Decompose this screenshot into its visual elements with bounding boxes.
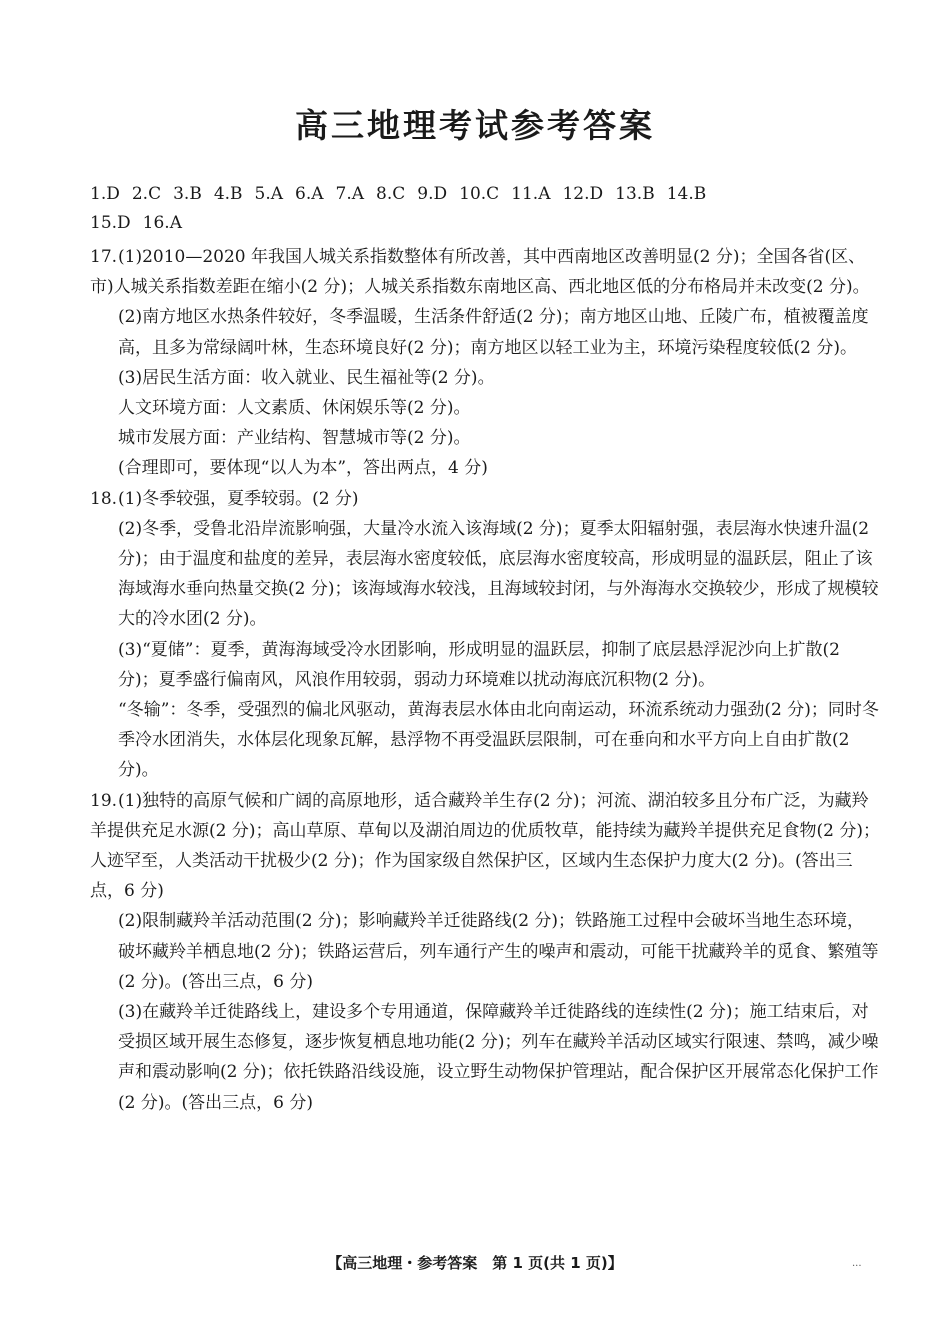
question-17-part-3: (3)居民生活方面：收入就业、民生福祉等(2 分)。	[118, 367, 495, 388]
mc-answer: 8.C	[376, 184, 406, 204]
page-footer: 【高三地理・参考答案 第 1 页(共 1 页)】	[327, 1254, 623, 1272]
mc-answer: 7.A	[335, 184, 365, 204]
mc-answer: 6.A	[295, 184, 324, 204]
question-17-note: (合理即可，要体现“以人为本”，答出两点，4 分)	[118, 458, 488, 479]
corner-mark: ...	[852, 1258, 862, 1269]
mc-answer: 15.D	[90, 213, 131, 233]
mc-answer: 13.B	[615, 184, 655, 204]
answer-body	[90, 242, 880, 1118]
answer-text: (1)冬季较强，夏季较弱。(2 分)	[118, 488, 359, 509]
mc-answer: 3.B	[173, 184, 202, 204]
answer-text: (1)2010—2020 年我国人城关系指数整体有所改善，其中西南地区改善明显(2 分)；全国各省(区、市)人城关系指数差距在缩小(2 分)；人城关系指数东南地区高、西北地区低的分布格局并未改变(2 分)。	[90, 247, 870, 298]
mc-answer: 16.A	[142, 213, 182, 233]
page-title: 高三地理考试参考答案	[295, 106, 655, 145]
mc-answer: 9.D	[417, 184, 448, 204]
question-18-part-3-b: “冬输”：冬季，受强烈的偏北风驱动，黄海表层水体由北向南运动，环流系统动力强劲(2 分)；同时冬季冷水团消失，水体层化现象瓦解，悬浮物不再受温跃层限制，可在垂向和水平方向上自由扩散(2 分)。	[118, 700, 879, 781]
question-19-part-3: (3)在藏羚羊迁徙路线上，建设多个专用通道，保障藏羚羊迁徙路线的连续性(2 分)；施工结束后，对受损区域开展生态修复，逐步恢复栖息地功能(2 分)；列车在藏羚羊活动区域实行限速、禁鸣，减少噪声和震动影响(2 分)；依托铁路沿线设施，设立野生动物保护管理站，配合保护区开展常态化保护工作(2 分)。(答出三点，6 分)	[118, 1002, 879, 1113]
question-19-part-2: (2)限制藏羚羊活动范围(2 分)；影响藏羚羊迁徙路线(2 分)；铁路施工过程中会破坏当地生态环境，破坏藏羚羊栖息地(2 分)；铁路运营后，列车通行产生的噪声和震动，可能干扰藏羚羊的觅食、繁殖等(2 分)。(答出三点，6 分)	[118, 911, 879, 992]
mc-answer: 5.A	[254, 184, 284, 204]
mc-answer: 2.C	[131, 184, 162, 204]
question-18-part-3: (3)“夏储”：夏季，黄海海域受冷水团影响，形成明显的温跃层，抑制了底层悬浮泥沙向上扩散(2 分)；夏季盛行偏南风，风浪作用较弱，弱动力环境难以扰动海底沉积物(2 分)。	[118, 639, 840, 690]
answer-text: (1)独特的高原气候和广阔的高原地形，适合藏羚羊生存(2 分)；河流、湖泊较多且分布广泛，为藏羚羊提供充足水源(2 分)；高山草原、草甸以及湖泊周边的优质牧草，能持续为藏羚羊提供充足食物(2 分)；人迹罕至，人类活动干扰极少(2 分)；作为国家级自然保护区，区域内生态保护力度大(2 分)。(答出三点，6 分)	[90, 790, 880, 902]
question-18-part-2: (2)冬季，受鲁北沿岸流影响强，大量冷水流入该海域(2 分)；夏季太阳辐射强，表层海水快速升温(2 分)；由于温度和盐度的差异，表层海水密度较低，底层海水密度较高，形成明显的温跃层，阻止了该海域海水垂向热量交换(2 分)；该海域海水较浅，且海域较封闭，与外海海水交换较少，形成了规模较大的冷水团(2 分)。	[118, 518, 879, 630]
mc-answer: 11.A	[511, 184, 551, 204]
question-17-part-2: (2)南方地区水热条件较好，冬季温暖，生活条件舒适(2 分)；南方地区山地、丘陵广布，植被覆盖度高，且多为常绿阔叶林，生态环境良好(2 分)；南方地区以轻工业为主，环境污染程度较低(2 分)。	[118, 307, 869, 358]
question-18-part-1	[90, 484, 880, 514]
question-number: 17.	[90, 247, 118, 267]
mc-answers-row-2	[90, 210, 890, 236]
question-17-part-3-c: 城市发展方面：产业结构、智慧城市等(2 分)。	[118, 428, 471, 449]
question-19-part-1	[90, 786, 880, 907]
mc-answers-row-1	[90, 181, 890, 207]
mc-answer: 4.B	[213, 184, 243, 204]
question-17-part-1	[90, 242, 880, 302]
mc-answer: 10.C	[459, 184, 500, 204]
question-number: 19.	[90, 790, 118, 811]
question-17-part-3-b: 人文环境方面：人文素质、休闲娱乐等(2 分)。	[118, 398, 471, 419]
question-number: 18.	[90, 488, 118, 509]
mc-answer: 1.D	[90, 184, 120, 204]
mc-answer: 14.B	[666, 184, 707, 204]
mc-answer: 12.D	[562, 184, 604, 204]
